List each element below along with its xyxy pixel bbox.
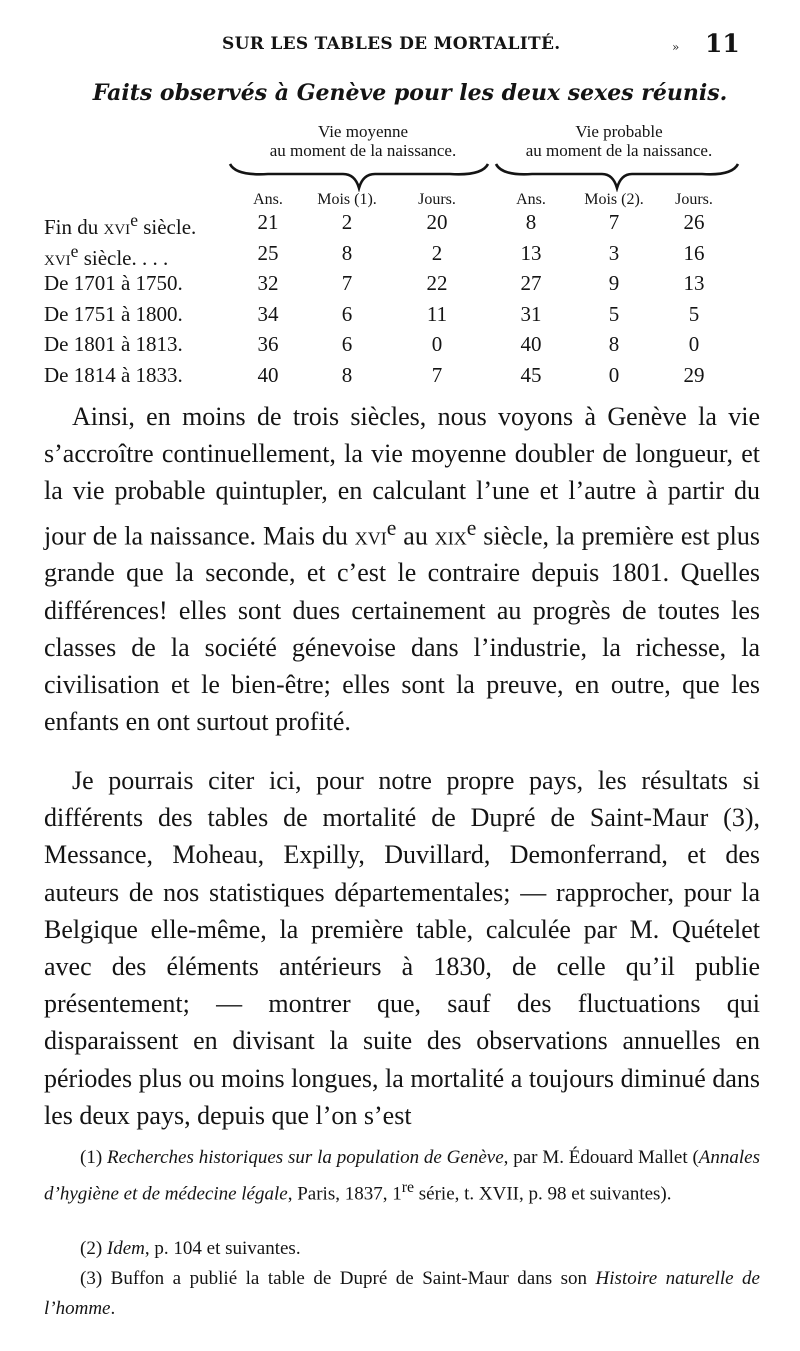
table-cell: 32 bbox=[257, 271, 279, 295]
row-label-text: siècle. . . . bbox=[78, 245, 169, 270]
footnote-text: , p. 104 et suivantes. bbox=[144, 1238, 301, 1259]
footnote-text: , par M. Édouard Mallet ( bbox=[503, 1147, 699, 1168]
brace-vie-moyenne bbox=[228, 162, 490, 192]
column-header: Mois (2). bbox=[584, 191, 644, 208]
footnote-journal: Annales d’hygiène et de médecine légale bbox=[44, 1147, 760, 1205]
row-label-text: Fin du bbox=[44, 215, 104, 239]
table-cell: 9 bbox=[608, 271, 620, 295]
row-label-text: De 1751 à 1800. bbox=[44, 301, 183, 326]
table-cell: 7 bbox=[431, 362, 443, 387]
table-row bbox=[0, 302, 800, 332]
table-row bbox=[0, 271, 800, 301]
column-header: Ans. bbox=[516, 191, 546, 208]
row-label-text: siècle. bbox=[137, 215, 197, 239]
table-cell: 26 bbox=[683, 210, 705, 234]
body-paragraph bbox=[44, 398, 760, 740]
paragraph-text: au bbox=[396, 521, 435, 551]
table-cell: 8 bbox=[341, 240, 353, 265]
century-numeral: xix bbox=[434, 521, 467, 551]
table-row bbox=[0, 363, 800, 393]
row-label-text: xvi bbox=[103, 215, 131, 239]
footnote-number: (2) bbox=[80, 1238, 107, 1259]
group-header-line: au moment de la naissance. bbox=[525, 141, 713, 160]
footnote-1 bbox=[44, 1143, 760, 1209]
column-header: Mois (1). bbox=[317, 191, 377, 208]
footnote-idem: Idem bbox=[106, 1238, 145, 1259]
superscript: re bbox=[401, 1179, 415, 1196]
table-cell: 5 bbox=[608, 301, 620, 326]
footnote-3 bbox=[44, 1264, 760, 1324]
footnote-text: série, t. XVII, p. 98 et suivantes). bbox=[414, 1183, 672, 1205]
row-label-text: De 1801 à 1813. bbox=[44, 332, 183, 356]
table-cell: 7 bbox=[341, 271, 353, 295]
table-cell: 16 bbox=[683, 240, 705, 265]
table-cell: 0 bbox=[608, 362, 620, 387]
table-cell: 2 bbox=[431, 240, 443, 265]
table-cell: 40 bbox=[520, 332, 542, 356]
brace-vie-probable bbox=[494, 162, 740, 192]
table-cell: 22 bbox=[426, 271, 448, 295]
table-cell: 5 bbox=[688, 301, 700, 326]
running-head-mark: » bbox=[672, 40, 680, 54]
column-header: Jours. bbox=[675, 191, 713, 208]
group-header-vie-moyenne bbox=[238, 122, 488, 160]
column-header: Ans. bbox=[253, 191, 283, 208]
paragraph-text: Ainsi, en moins de trois siècles, nous voyons à Genève la vie s’accroître continuellement, la vie moyenne doubler de longueur, et la vie probable quintupler, en calculant l’une et l’autre à partir du jour de la naissance. Mais du bbox=[44, 402, 760, 551]
group-header-line: Vie probable bbox=[575, 122, 663, 141]
row-label bbox=[44, 363, 183, 388]
table-cell: 0 bbox=[688, 332, 700, 356]
group-header-vie-probable bbox=[500, 122, 738, 160]
table-cell: 25 bbox=[257, 240, 279, 265]
superscript: e bbox=[386, 515, 397, 540]
footnote-number: (1) bbox=[80, 1147, 107, 1168]
page-number: 11 bbox=[705, 29, 740, 58]
running-head bbox=[0, 29, 800, 64]
table-cell: 45 bbox=[520, 362, 542, 387]
table-cell: 8 bbox=[341, 362, 353, 387]
table-cell: 29 bbox=[683, 362, 705, 387]
table-cell: 2 bbox=[341, 210, 353, 234]
table-cell: 21 bbox=[257, 210, 279, 234]
table-cell: 13 bbox=[520, 240, 542, 265]
table-cell: 20 bbox=[426, 210, 448, 234]
group-header-line: au moment de la naissance. bbox=[269, 141, 457, 160]
row-label-text: De 1701 à 1750. bbox=[44, 271, 183, 295]
table-title: Faits observés à Genève pour les deux sexes réunis. bbox=[92, 80, 728, 106]
table-cell: 6 bbox=[341, 301, 353, 326]
body-paragraph: Je pourrais citer ici, pour notre propre pays, les résultats si différents des tables de mortalité de Dupré de Saint-Maur (3), Messance, Moheau, Expilly, Duvillard, Demonferrand, et des auteurs de nos statistiques départementales; — rapprocher, pour la Belgique elle-même, la première table, calculée par M. Quételet avec des éléments antérieurs à 1830, de celle qu’il publie présentement; — montrer que, sauf des fluctuations qui disparaissent en divisant la suite des observations annuelles en périodes plus ou moins longues, la mortalité a toujours diminué dans les deux pays, depuis que l’on s’est bbox=[44, 766, 760, 1130]
row-label bbox=[44, 271, 183, 296]
footnote-title: Recherches historiques sur la population de Genève bbox=[107, 1147, 504, 1168]
table-cell: 7 bbox=[608, 210, 620, 234]
table-cell: 3 bbox=[608, 240, 620, 265]
table-cell: 13 bbox=[683, 271, 705, 295]
table-cell: 31 bbox=[520, 301, 542, 326]
table-cell: 27 bbox=[520, 271, 542, 295]
footnote-2 bbox=[44, 1234, 760, 1264]
table-cell: 34 bbox=[257, 301, 279, 326]
row-label bbox=[44, 302, 183, 327]
group-header-line: Vie moyenne bbox=[317, 122, 409, 141]
paragraph-text: siècle, la première est plus grande que la seconde, et c’est le contraire depuis 1801. Quelles différences! elles sont dues certainement au progrès de toutes les classes de la société génevoise dans l’industrie, la richesse, la civilisation et le bien-être; elles sont la preuve, en outre, que les enfants en ont surtout profité. bbox=[44, 521, 760, 737]
table-cell: 6 bbox=[341, 332, 353, 356]
century-numeral: xvi bbox=[354, 521, 387, 551]
table-cell: 11 bbox=[426, 301, 448, 326]
table-cell: 0 bbox=[431, 332, 443, 356]
table-cell: 8 bbox=[525, 210, 537, 234]
column-header: Jours. bbox=[418, 191, 456, 208]
row-label-text: xvi bbox=[44, 245, 71, 270]
row-label bbox=[44, 332, 183, 357]
table-row bbox=[0, 241, 800, 271]
table-cell: 40 bbox=[257, 362, 279, 387]
footnote-text: , Paris, 1837, 1 bbox=[287, 1183, 402, 1205]
footnote-text: . bbox=[110, 1298, 116, 1319]
row-label bbox=[44, 210, 196, 240]
footnote-book-title: Histoire naturelle de l’homme bbox=[44, 1268, 760, 1319]
row-label-text: De 1814 à 1833. bbox=[44, 362, 183, 387]
table-cell: 8 bbox=[608, 332, 620, 356]
row-label bbox=[44, 241, 168, 271]
running-head-title: SUR LES TABLES DE MORTALITÉ. bbox=[222, 34, 561, 54]
superscript: e bbox=[70, 240, 79, 261]
table-cell: 36 bbox=[257, 332, 279, 356]
table-row bbox=[0, 210, 800, 240]
superscript: e bbox=[466, 515, 477, 540]
table-row bbox=[0, 332, 800, 362]
superscript: e bbox=[130, 210, 138, 230]
footnote-text: (3) Buffon a publié la table de Dupré de Saint-Maur dans son bbox=[80, 1268, 596, 1289]
